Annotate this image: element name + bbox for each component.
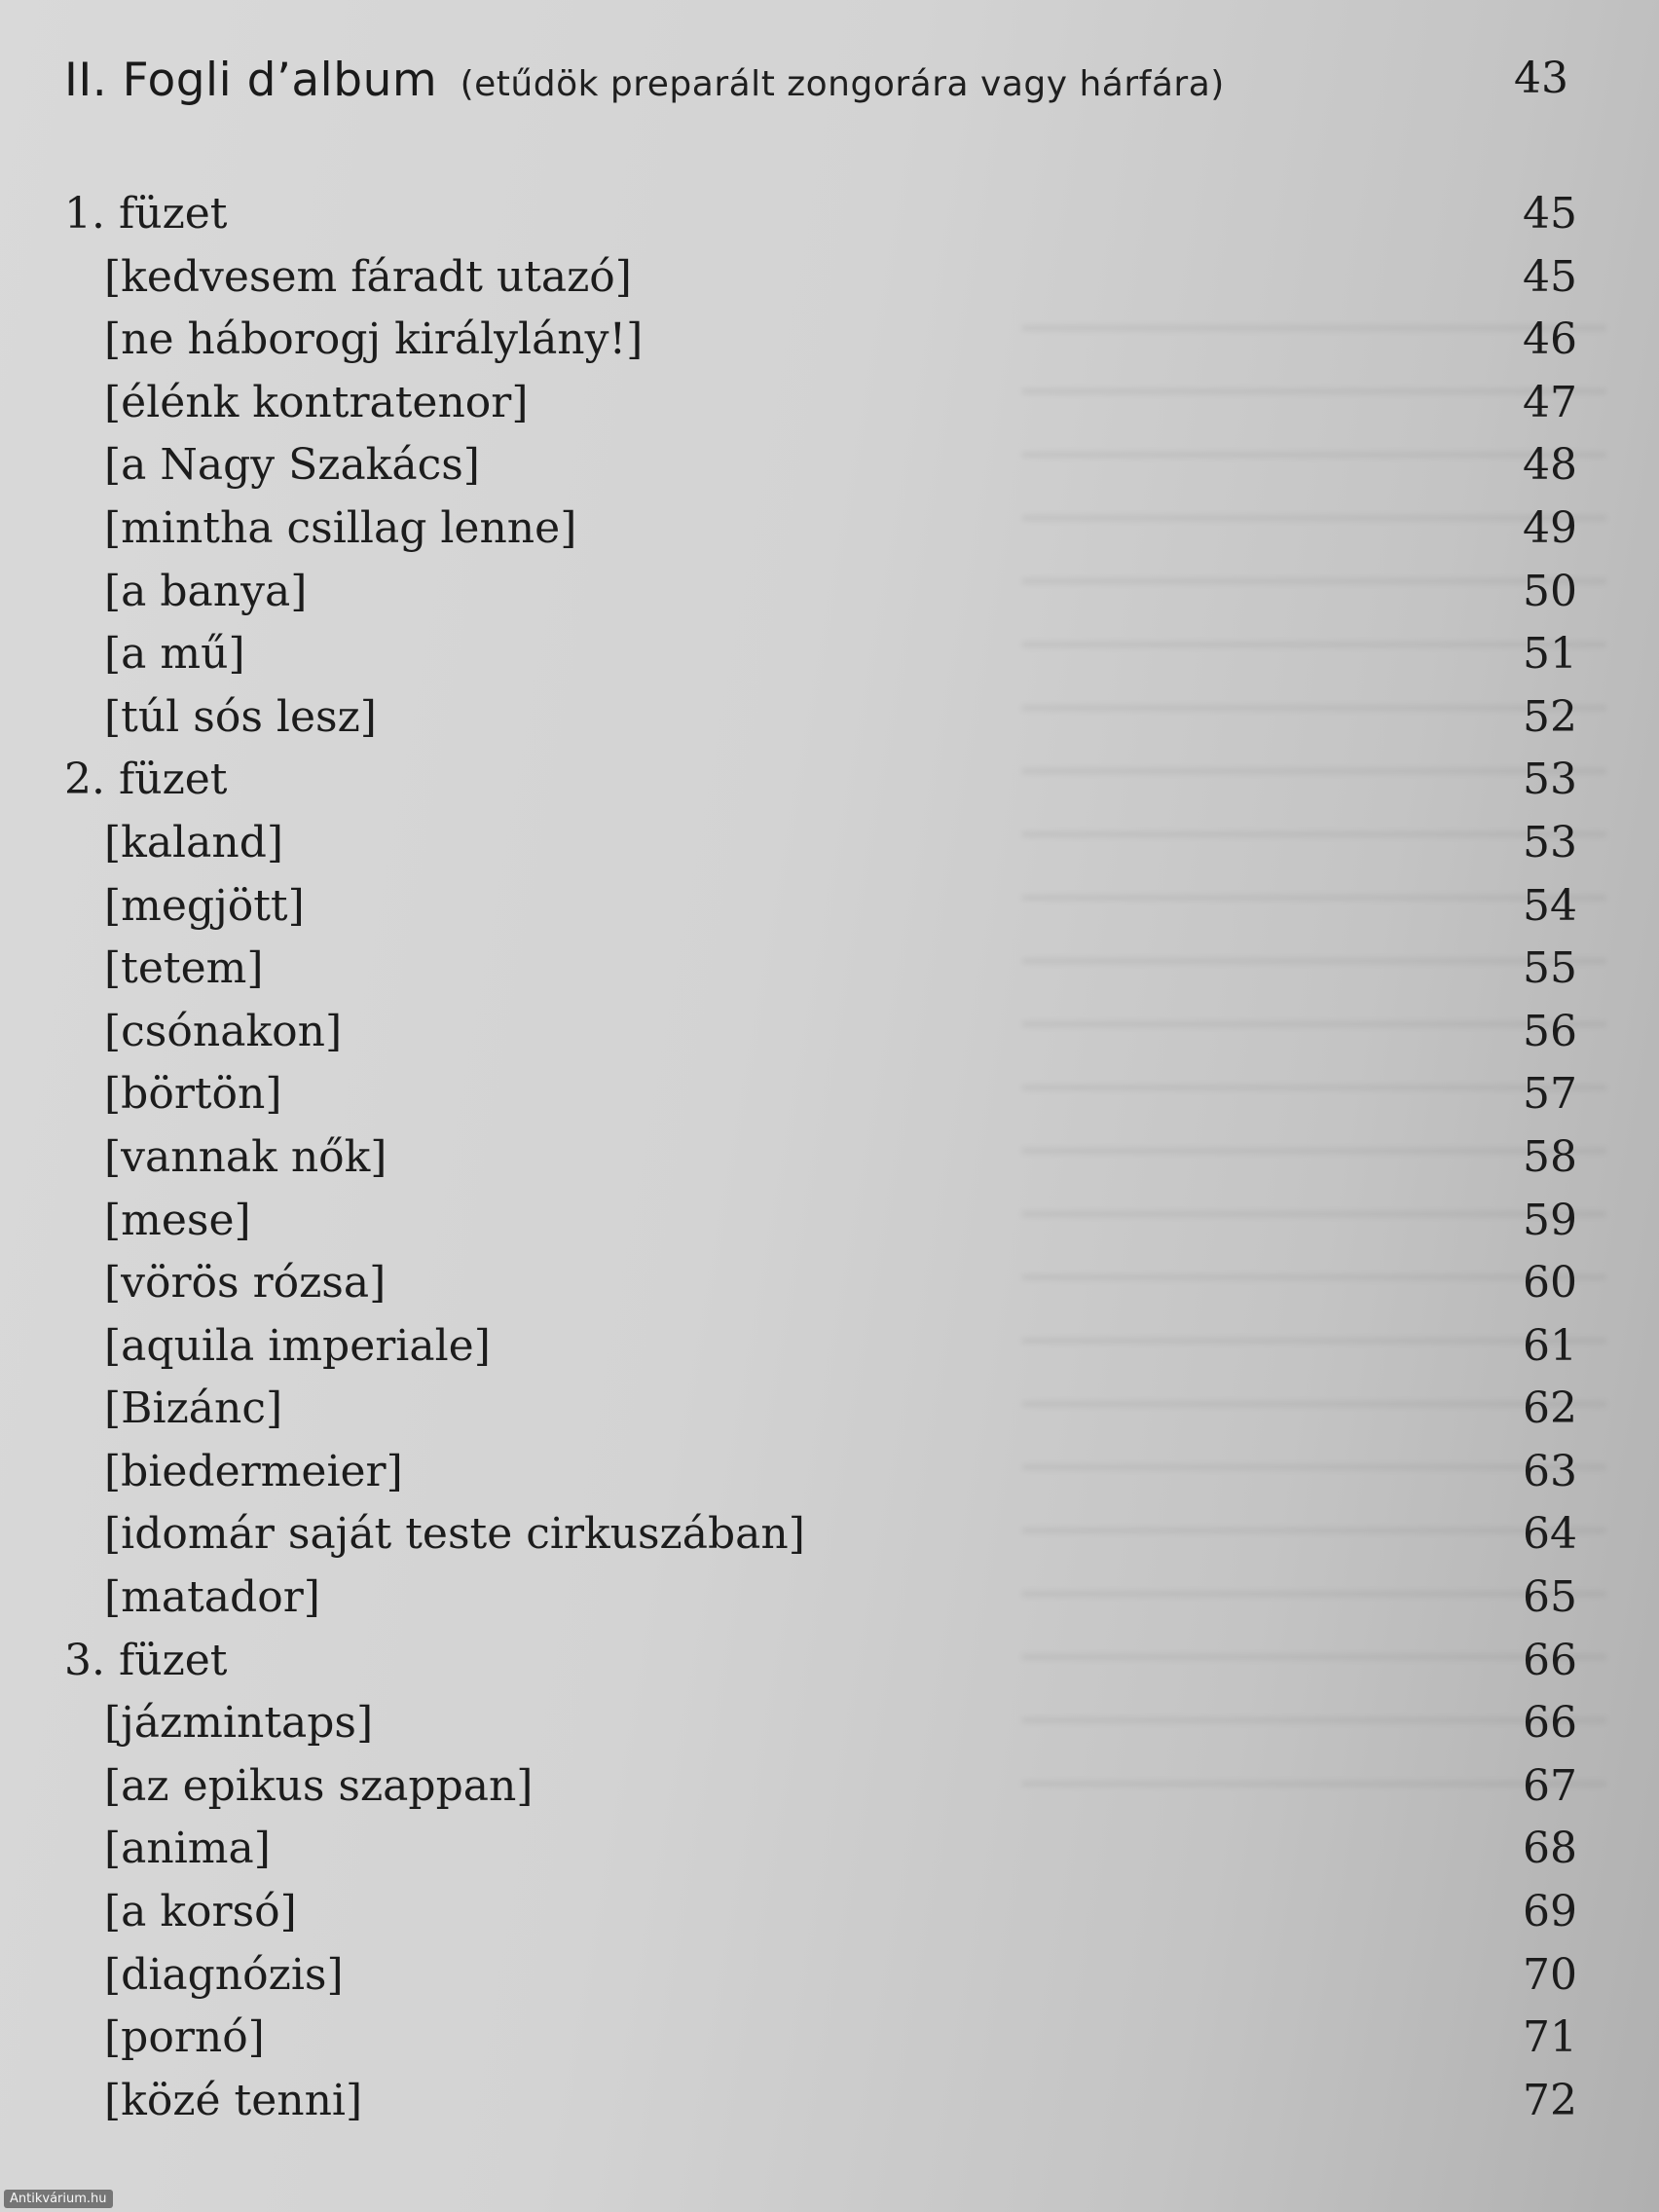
toc-entry-title: [aquila imperiale] xyxy=(104,1320,491,1371)
toc-group-title: 3. füzet xyxy=(64,1635,228,1685)
toc-entry-title: [vörös rózsa] xyxy=(104,1258,387,1309)
toc-entry-row xyxy=(64,2070,1577,2133)
toc-entry-title: [Bizánc] xyxy=(104,1383,283,1434)
toc-page-number: 52 xyxy=(1523,691,1577,742)
toc-page-number: 63 xyxy=(1523,1446,1577,1496)
toc-entry-row xyxy=(64,1126,1577,1190)
toc-entry-title: [kaland] xyxy=(104,817,284,867)
toc-page-number: 69 xyxy=(1523,1887,1577,1937)
toc-entry-row xyxy=(64,309,1577,372)
table-of-contents xyxy=(64,183,1577,2132)
toc-page-number: 57 xyxy=(1523,1069,1577,1120)
toc-entry-row xyxy=(64,812,1577,875)
toc-group-row xyxy=(64,183,1577,246)
toc-page-number: 62 xyxy=(1523,1383,1577,1434)
toc-page-number: 50 xyxy=(1523,566,1577,616)
toc-page-number: 46 xyxy=(1523,314,1577,365)
toc-group-row xyxy=(64,749,1577,812)
toc-page-number: 60 xyxy=(1523,1258,1577,1309)
toc-page-number: 47 xyxy=(1523,377,1577,427)
toc-page-number: 67 xyxy=(1523,1760,1577,1811)
toc-entry-row xyxy=(64,623,1577,686)
toc-page-number: 53 xyxy=(1523,817,1577,867)
toc-entry-title: [ne háborogj királylány!] xyxy=(104,314,644,365)
toc-entry-row xyxy=(64,938,1577,1001)
toc-page-number: 61 xyxy=(1523,1320,1577,1371)
toc-entry-title: [túl sós lesz] xyxy=(104,691,377,742)
toc-entry-row xyxy=(64,1378,1577,1441)
section-subtitle: (etűdök preparált zongorára vagy hárfára) xyxy=(460,64,1225,104)
toc-page-number: 66 xyxy=(1523,1635,1577,1685)
toc-entry-title: [mese] xyxy=(104,1195,251,1245)
toc-entry-title: [diagnózis] xyxy=(104,1949,344,2000)
section-page-number: 43 xyxy=(1514,54,1568,103)
toc-entry-row xyxy=(64,1252,1577,1315)
toc-page-number: 65 xyxy=(1523,1572,1577,1623)
toc-entry-row xyxy=(64,1692,1577,1755)
toc-entry-title: [a korsó] xyxy=(104,1887,297,1937)
toc-page-number: 54 xyxy=(1523,880,1577,931)
section-header xyxy=(64,54,1568,122)
toc-entry-title: [az epikus szappan] xyxy=(104,1760,534,1811)
toc-entry-row xyxy=(64,1441,1577,1504)
toc-entry-title: [pornó] xyxy=(104,2012,265,2063)
toc-entry-row xyxy=(64,246,1577,310)
toc-entry-row xyxy=(64,434,1577,498)
toc-entry-title: [vannak nők] xyxy=(104,1131,387,1182)
toc-entry-title: [matador] xyxy=(104,1572,320,1623)
toc-entry-title: [élénk kontratenor] xyxy=(104,377,529,427)
toc-entry-row xyxy=(64,1881,1577,1944)
toc-entry-row xyxy=(64,875,1577,939)
toc-entry-row xyxy=(64,1001,1577,1064)
toc-page-number: 55 xyxy=(1523,943,1577,994)
toc-page-number: 66 xyxy=(1523,1698,1577,1749)
toc-entry-title: [a Nagy Szakács] xyxy=(104,440,480,491)
toc-entry-title: [anima] xyxy=(104,1824,271,1874)
toc-page-number: 70 xyxy=(1523,1949,1577,2000)
toc-entry-title: [a banya] xyxy=(104,566,308,616)
toc-entry-row xyxy=(64,1818,1577,1881)
toc-entry-title: [börtön] xyxy=(104,1069,282,1120)
toc-entry-title: [mintha csillag lenne] xyxy=(104,502,577,553)
toc-entry-row xyxy=(64,1190,1577,1253)
toc-entry-title: [közé tenni] xyxy=(104,2075,363,2125)
toc-page-number: 45 xyxy=(1523,251,1577,302)
toc-entry-row xyxy=(64,1567,1577,1630)
toc-entry-row xyxy=(64,1755,1577,1819)
toc-page-number: 68 xyxy=(1523,1824,1577,1874)
toc-entry-row xyxy=(64,1944,1577,2008)
toc-entry-row xyxy=(64,561,1577,624)
section-title-text: II. Fogli d’album xyxy=(64,54,438,107)
toc-page-number: 51 xyxy=(1523,629,1577,680)
toc-page-number: 56 xyxy=(1523,1006,1577,1056)
toc-page-number: 64 xyxy=(1523,1509,1577,1560)
toc-page-number: 72 xyxy=(1523,2075,1577,2125)
toc-entry-title: [jázmintaps] xyxy=(104,1698,374,1749)
toc-entry-title: [csónakon] xyxy=(104,1006,343,1056)
toc-entry-row xyxy=(64,498,1577,561)
toc-entry-title: [kedvesem fáradt utazó] xyxy=(104,251,632,302)
toc-group-title: 2. füzet xyxy=(64,755,228,805)
toc-page-number: 45 xyxy=(1523,189,1577,239)
toc-entry-row xyxy=(64,1315,1577,1379)
toc-page-number: 49 xyxy=(1523,502,1577,553)
toc-page-number: 59 xyxy=(1523,1195,1577,1245)
toc-entry-title: [a mű] xyxy=(104,629,245,680)
toc-entry-row xyxy=(64,1063,1577,1126)
toc-group-row xyxy=(64,1630,1577,1693)
toc-entry-title: [megjött] xyxy=(104,880,305,931)
toc-entry-row xyxy=(64,686,1577,750)
watermark: Antikvárium.hu xyxy=(4,2190,113,2208)
toc-entry-title: [idomár saját teste cirkuszában] xyxy=(104,1509,805,1560)
section-title xyxy=(64,54,1225,107)
toc-page-number: 53 xyxy=(1523,755,1577,805)
toc-entry-row xyxy=(64,372,1577,435)
toc-page-number: 71 xyxy=(1523,2012,1577,2063)
toc-entry-title: [tetem] xyxy=(104,943,264,994)
toc-entry-title: [biedermeier] xyxy=(104,1446,403,1496)
toc-group-title: 1. füzet xyxy=(64,189,228,239)
toc-entry-row xyxy=(64,2007,1577,2070)
toc-entry-row xyxy=(64,1503,1577,1567)
toc-page-number: 48 xyxy=(1523,440,1577,491)
toc-page-number: 58 xyxy=(1523,1131,1577,1182)
